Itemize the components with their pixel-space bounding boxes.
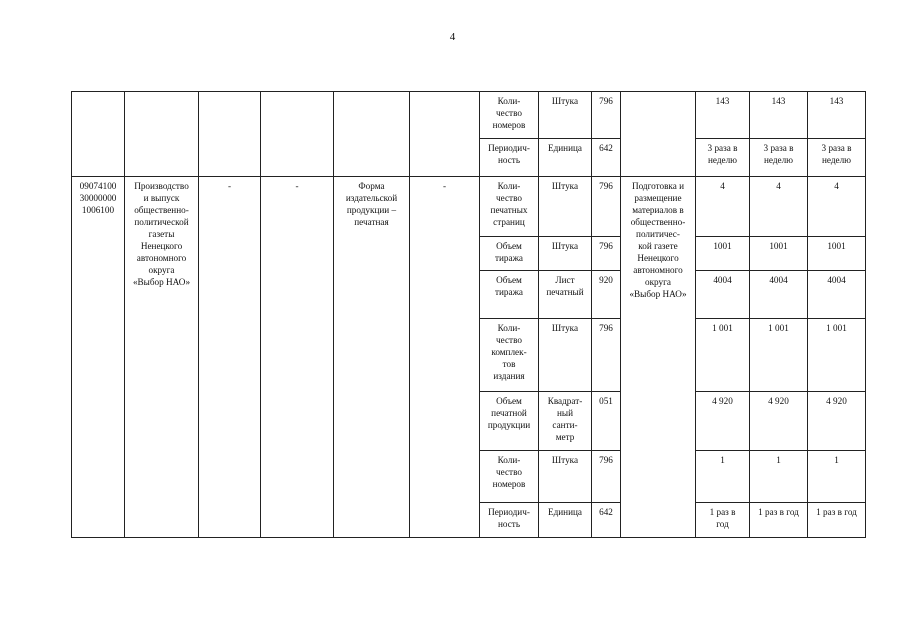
service-indicators-table xyxy=(71,91,866,538)
value-year-3: 1 xyxy=(808,451,866,503)
value-year-2: 1001 xyxy=(750,237,808,271)
value-year-3: 3 раза в неделю xyxy=(808,139,866,177)
indicator-name: Коли- чество номеров xyxy=(480,92,539,139)
value-year-1: 3 раза в неделю xyxy=(696,139,750,177)
unit-code: 642 xyxy=(592,139,621,177)
value-year-2: 1 раз в год xyxy=(750,503,808,538)
empty-cell xyxy=(199,92,261,177)
value-year-3: 4004 xyxy=(808,271,866,319)
unit-name: Лист печатный xyxy=(539,271,592,319)
dash-cell: - xyxy=(410,177,480,538)
unit-name: Единица xyxy=(539,503,592,538)
empty-cell xyxy=(621,92,696,177)
value-year-2: 4 xyxy=(750,177,808,237)
unit-code: 796 xyxy=(592,92,621,139)
table-row xyxy=(72,177,866,237)
unit-code: 642 xyxy=(592,503,621,538)
unit-code: 796 xyxy=(592,451,621,503)
empty-cell xyxy=(125,92,199,177)
empty-cell xyxy=(334,92,410,177)
dash-cell: - xyxy=(261,177,334,538)
value-year-1: 4004 xyxy=(696,271,750,319)
indicator-name: Объем тиража xyxy=(480,271,539,319)
registry-code: 09074100 30000000 1006100 xyxy=(72,177,125,538)
value-year-1: 4 920 xyxy=(696,392,750,451)
value-year-1: 1 раз в год xyxy=(696,503,750,538)
value-year-2: 143 xyxy=(750,92,808,139)
unit-name: Штука xyxy=(539,451,592,503)
unit-name: Штука xyxy=(539,92,592,139)
unit-name: Штука xyxy=(539,177,592,237)
empty-cell xyxy=(410,92,480,177)
indicator-name: Периодич- ность xyxy=(480,139,539,177)
indicator-name: Объем тиража xyxy=(480,237,539,271)
value-year-3: 1 раз в год xyxy=(808,503,866,538)
value-year-3: 143 xyxy=(808,92,866,139)
value-year-2: 4 920 xyxy=(750,392,808,451)
value-year-1: 1 001 xyxy=(696,319,750,392)
value-year-3: 1 001 xyxy=(808,319,866,392)
unit-name: Штука xyxy=(539,319,592,392)
indicator-name: Объем печатной продукции xyxy=(480,392,539,451)
unit-name: Единица xyxy=(539,139,592,177)
page-number: 4 xyxy=(449,31,456,43)
value-year-1: 4 xyxy=(696,177,750,237)
indicator-name: Коли- чество печатных страниц xyxy=(480,177,539,237)
indicator-name: Периодич- ность xyxy=(480,503,539,538)
value-year-2: 1 xyxy=(750,451,808,503)
value-year-3: 4 920 xyxy=(808,392,866,451)
value-year-2: 1 001 xyxy=(750,319,808,392)
unit-name: Штука xyxy=(539,237,592,271)
service-name: Производство и выпуск общественно- политической газеты Ненецкого автономного округа «Выбор НАО» xyxy=(125,177,199,538)
dash-cell: - xyxy=(199,177,261,538)
unit-code: 051 xyxy=(592,392,621,451)
work-content: Подготовка и размещение материалов в общественно- политичес- кой газете Ненецкого автономного округа «Выбор НАО» xyxy=(621,177,696,538)
value-year-2: 4004 xyxy=(750,271,808,319)
unit-name: Квадрат- ный санти- метр xyxy=(539,392,592,451)
empty-cell xyxy=(261,92,334,177)
value-year-3: 1001 xyxy=(808,237,866,271)
value-year-3: 4 xyxy=(808,177,866,237)
publication-form: Форма издательской продукции – печатная xyxy=(334,177,410,538)
unit-code: 920 xyxy=(592,271,621,319)
value-year-1: 1 xyxy=(696,451,750,503)
empty-cell xyxy=(72,92,125,177)
unit-code: 796 xyxy=(592,177,621,237)
indicator-name: Коли- чество комплек- тов издания xyxy=(480,319,539,392)
indicator-name: Коли- чество номеров xyxy=(480,451,539,503)
table-row xyxy=(72,92,866,139)
value-year-1: 1001 xyxy=(696,237,750,271)
value-year-1: 143 xyxy=(696,92,750,139)
unit-code: 796 xyxy=(592,237,621,271)
value-year-2: 3 раза в неделю xyxy=(750,139,808,177)
unit-code: 796 xyxy=(592,319,621,392)
